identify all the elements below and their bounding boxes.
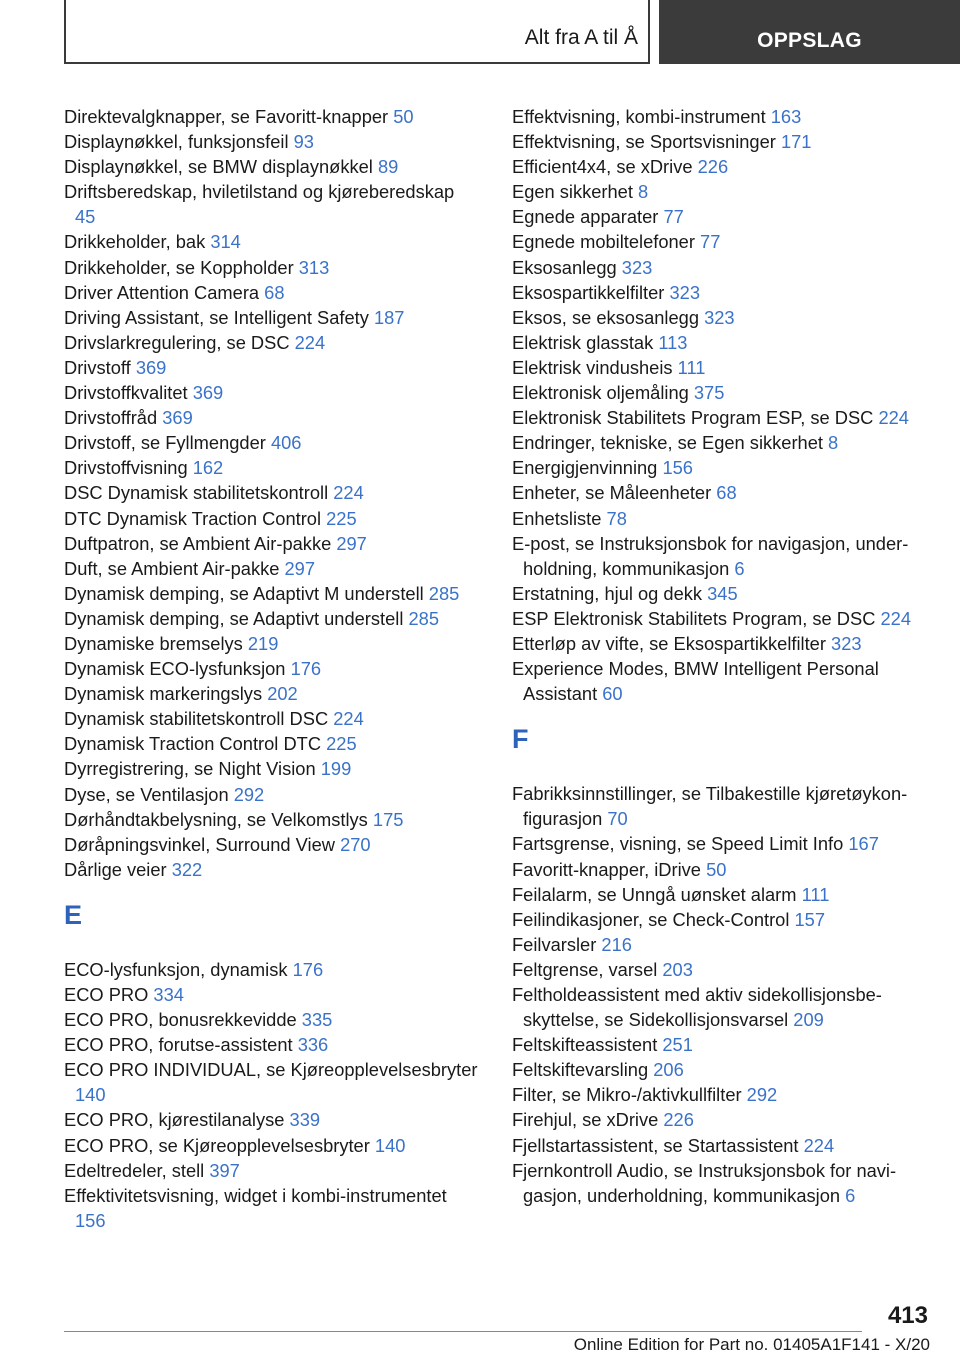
index-entry-term: Eksospartikkelfilter — [512, 281, 665, 303]
index-entry — [64, 807, 479, 832]
index-entry — [64, 405, 479, 430]
index-entry — [512, 1158, 932, 1208]
index-entry-page-link[interactable]: 219 — [247, 632, 279, 654]
index-entry-term: Feilalarm, se Unngå uønsket alarm — [512, 883, 797, 905]
index-entry-page-link[interactable]: 68 — [716, 482, 737, 504]
index-letter-heading: F — [512, 724, 529, 755]
index-entry-page-link[interactable]: 171 — [780, 131, 812, 153]
index-entry-term: Dynamisk markeringslys — [64, 683, 263, 705]
index-entry-page-link[interactable]: 113 — [658, 331, 688, 353]
index-entry-term: Displaynøkkel, funksjonsfeil — [64, 131, 289, 153]
section-tab: OPPSLAG — [659, 0, 960, 64]
index-entry-term: Drivstoffkvalitet — [64, 382, 188, 404]
index-entry-term: Edeltredeler, stell — [64, 1159, 205, 1181]
index-entry-term: Drikkeholder, se Koppholder — [64, 256, 294, 278]
index-entry-term: Favoritt-knapper, iDrive — [512, 858, 701, 880]
index-entry — [64, 506, 479, 531]
index-entry-term: Elektronisk oljemåling — [512, 382, 689, 404]
index-entry — [64, 229, 479, 254]
index-entry — [64, 731, 479, 756]
index-entry-page-link[interactable]: 60 — [602, 683, 623, 705]
index-entry — [64, 581, 479, 606]
index-entry-term: E-post, se Instruksjonsbok for navigasjon, underholdning, kommunikasjon — [512, 532, 909, 579]
index-entry — [64, 1032, 479, 1057]
index-entry-term: Direktevalgknapper, se Favoritt-knapper — [64, 106, 389, 127]
index-entry-term: Energigjenvinning — [512, 457, 658, 479]
index-entry — [64, 606, 479, 631]
index-entry — [64, 556, 479, 581]
index-entry-page-link[interactable]: 292 — [746, 1084, 778, 1106]
index-entry-term: Feilvarsler — [512, 933, 597, 955]
index-entry-page-link[interactable]: 70 — [607, 808, 628, 830]
index-entry-page-link[interactable]: 224 — [878, 407, 909, 429]
index-entry-term: DTC Dynamisk Traction Control — [64, 507, 322, 529]
index-entry-page-link[interactable]: 369 — [135, 356, 167, 378]
index-entry-page-link[interactable]: 111 — [801, 883, 830, 905]
index-entry — [64, 756, 479, 781]
index-entry — [64, 1057, 479, 1107]
index-entry — [512, 154, 932, 179]
index-entry-term: Etterløp av vifte, se Eksospartikkelfilter — [512, 632, 826, 654]
index-entry — [64, 380, 479, 405]
index-entry — [512, 581, 932, 606]
index-entry-page-link[interactable]: 156 — [75, 1209, 106, 1231]
index-entry-page-link[interactable]: 8 — [638, 181, 649, 203]
index-entry — [512, 480, 932, 505]
index-entry-page-link[interactable]: 224 — [803, 1134, 835, 1156]
index-entry — [64, 129, 479, 154]
index-entry-page-link[interactable]: 323 — [669, 281, 701, 303]
index-entry-term: Dynamisk stabilitetskontroll DSC — [64, 708, 329, 730]
index-entry — [64, 782, 479, 807]
index-entry-term: Enhetsliste — [512, 507, 602, 529]
index-entry-term: Duftpatron, se Ambient Air-pakke — [64, 532, 332, 554]
index-entry — [64, 430, 479, 455]
index-entry-term: Eksosanlegg — [512, 256, 617, 278]
index-entry — [512, 455, 932, 480]
index-entry-term: Dyse, se Ventilasjon — [64, 783, 229, 805]
index-entry — [512, 129, 932, 154]
index-entry — [64, 857, 479, 882]
index-entry — [512, 656, 932, 706]
index-entry — [512, 882, 932, 907]
index-entry-page-link[interactable]: 78 — [606, 507, 627, 529]
page-number: 413 — [887, 1302, 928, 1329]
index-entry-term: Dynamisk demping, se Adaptivt M understell — [64, 582, 424, 604]
index-entry-page-link[interactable]: 224 — [294, 331, 326, 353]
index-entry-page-link[interactable]: 369 — [192, 382, 224, 404]
index-entry-page-link[interactable]: 225 — [326, 733, 357, 755]
index-entry-page-link[interactable]: 157 — [794, 908, 825, 930]
index-entry-term: ECO PRO INDIVIDUAL, se Kjøreopplevelsesbryter — [64, 1059, 478, 1081]
index-entry-page-link[interactable]: 323 — [831, 632, 862, 654]
index-entry-term: Drivslarkregulering, se DSC — [64, 331, 290, 353]
index-entry-term: Fjernkontroll Audio, se Instruksjonsbok for navigasjon, underholdning, kommunikasjon — [512, 1159, 897, 1206]
index-entry — [512, 179, 932, 204]
index-entry-page-link[interactable]: 156 — [662, 457, 693, 479]
index-entry — [512, 380, 932, 405]
index-entry — [64, 957, 479, 982]
index-entry — [64, 1007, 479, 1032]
index-entry — [64, 330, 479, 355]
index-entry-page-link[interactable]: 323 — [704, 306, 735, 328]
index-entry-term: Feltskiftevarsling — [512, 1059, 649, 1081]
index-entry-term: Dynamisk ECO-lysfunksjon — [64, 658, 286, 680]
index-entry-page-link[interactable]: 89 — [377, 156, 399, 178]
index-entry — [512, 1133, 932, 1158]
index-entry-page-link[interactable]: 226 — [663, 1109, 694, 1131]
index-entry-page-link[interactable]: 203 — [662, 958, 693, 980]
index-entry-term: Eksos, se eksosanlegg — [512, 306, 699, 328]
index-entry — [64, 355, 479, 380]
index-entry-term: ECO-lysfunksjon, dynamisk — [64, 958, 288, 980]
index-entry — [512, 957, 932, 982]
index-entry — [512, 1032, 932, 1057]
index-entry-page-link[interactable]: 224 — [880, 607, 912, 629]
index-entry-term: ECO PRO, kjørestilanalyse — [64, 1109, 285, 1131]
index-entry-page-link[interactable]: 176 — [292, 958, 324, 980]
index-entry-term: Dyrregistrering, se Night Vision — [64, 758, 316, 780]
index-entry — [512, 430, 932, 455]
index-entry-term: DSC Dynamisk stabilitetskontroll — [64, 482, 329, 504]
index-entry-term: Duft, se Ambient Air-pakke — [64, 557, 280, 579]
index-entry — [64, 154, 479, 179]
index-entry — [512, 1082, 932, 1107]
index-entry-term: Dørhåndtakbelysning, se Velkomstlys — [64, 808, 368, 830]
index-entry-term: ECO PRO, forutse-assistent — [64, 1034, 293, 1056]
index-entry-term: Drikkeholder, bak — [64, 231, 206, 253]
index-entry — [512, 255, 932, 280]
index-entry — [64, 1107, 479, 1132]
index-entry-page-link[interactable]: 292 — [233, 783, 265, 805]
index-entry-page-link[interactable]: 225 — [326, 507, 357, 529]
index-entry — [512, 506, 932, 531]
index-entry-page-link[interactable]: 199 — [320, 758, 352, 780]
index-entry-page-link[interactable]: 334 — [153, 984, 184, 1005]
index-entry-term: Feltgrense, varsel — [512, 958, 658, 980]
index-entry-term: Efficient4x4, se xDrive — [512, 156, 693, 178]
index-entry — [64, 179, 479, 229]
index-entry-page-link[interactable]: 251 — [662, 1034, 693, 1056]
index-column-left — [64, 104, 479, 1233]
index-entry-page-link[interactable]: 6 — [845, 1184, 856, 1206]
index-entry — [64, 631, 479, 656]
index-entry-term: Effektvisning, kombi-instrument — [512, 106, 766, 127]
index-entry-page-link[interactable]: 202 — [267, 683, 298, 705]
index-entry-term: Egen sikkerhet — [512, 181, 633, 203]
index-entry-page-link[interactable]: 336 — [297, 1034, 329, 1056]
index-entry — [64, 982, 479, 1007]
index-entry — [512, 932, 932, 957]
index-entry-page-link[interactable]: 176 — [290, 658, 322, 680]
index-entry-term: ECO PRO, bonusrekkevidde — [64, 1009, 297, 1031]
index-entry-term: Fjellstartassistent, se Startassistent — [512, 1134, 799, 1156]
index-entry — [512, 1107, 932, 1132]
index-entry-term: ECO PRO — [64, 984, 149, 1005]
index-entry-page-link[interactable]: 140 — [75, 1084, 106, 1106]
footer-divider — [64, 1331, 862, 1332]
index-entry-page-link[interactable]: 224 — [333, 708, 364, 730]
index-entry-term: ECO PRO, se Kjøreopplevelsesbryter — [64, 1134, 370, 1156]
index-entry-term: Feltholdeassistent med aktiv sidekollisjonsbeskyttelse, se Sidekollisjonsvarsel — [512, 984, 882, 1031]
index-letter-heading: E — [64, 899, 83, 930]
index-entry-term: Feilindikasjoner, se Check-Control — [512, 908, 790, 930]
index-entry-page-link[interactable]: 369 — [162, 407, 193, 429]
index-entry-term: Fabrikksinnstillinger, se Tilbakestille kjøretøykonfigurasjon — [512, 783, 908, 830]
section-title: Alt fra A til Å — [524, 26, 638, 49]
index-entry-page-link[interactable]: 345 — [707, 582, 738, 604]
index-entry-page-link[interactable]: 77 — [700, 231, 721, 253]
index-entry — [512, 405, 932, 430]
index-entry-page-link[interactable]: 167 — [848, 833, 879, 855]
index-entry-term: Driftsberedskap, hviletilstand og kjøreberedskap — [64, 181, 455, 203]
index-entry-page-link[interactable]: 339 — [289, 1109, 321, 1131]
index-entry-page-link[interactable]: 314 — [210, 231, 241, 253]
index-entry-page-link[interactable]: 297 — [336, 532, 367, 554]
index-entry — [512, 1057, 932, 1082]
edition-note: Online Edition for Part no. 01405A1F141 - X/20 — [573, 1335, 930, 1354]
index-entry-term: Experience Modes, BMW Intelligent Personal Assistant — [512, 658, 879, 705]
index-entry-page-link[interactable]: 175 — [372, 808, 404, 830]
index-entry-term: Døråpningsvinkel, Surround View — [64, 833, 335, 855]
index-entry-page-link[interactable]: 206 — [653, 1059, 684, 1081]
index-entry-term: Elektrisk glasstak — [512, 331, 654, 353]
index-entry — [64, 455, 479, 480]
index-entry — [64, 1183, 479, 1233]
index-entry — [64, 832, 479, 857]
index-entry — [64, 1133, 479, 1158]
index-entry-term: Feltskifteassistent — [512, 1034, 658, 1056]
index-entry — [64, 1158, 479, 1183]
index-entry — [512, 355, 932, 380]
index-entry-page-link[interactable]: 111 — [677, 356, 706, 378]
index-entry-page-link[interactable]: 162 — [192, 457, 224, 479]
index-column-right — [512, 104, 932, 1208]
index-entry-page-link[interactable]: 397 — [209, 1159, 240, 1181]
index-entry-term: Drivstoffråd — [64, 407, 158, 429]
index-entry-page-link[interactable]: 285 — [408, 607, 439, 629]
index-entry-term: Driver Attention Camera — [64, 281, 260, 303]
index-entry-term: Elektrisk vindusheis — [512, 356, 673, 378]
index-entry-page-link[interactable]: 406 — [270, 432, 302, 454]
index-entry — [64, 280, 479, 305]
index-entry-term: Filter, se Mikro-/aktivkullfilter — [512, 1084, 742, 1106]
index-entry — [512, 857, 932, 882]
index-entry-term: Dynamisk Traction Control DTC — [64, 733, 322, 755]
index-entry-page-link[interactable]: 50 — [706, 858, 727, 880]
index-entry-term: Firehjul, se xDrive — [512, 1109, 659, 1131]
index-entry-term: Egnede mobiltelefoner — [512, 231, 695, 253]
index-entry — [512, 204, 932, 229]
index-entry-page-link[interactable]: 93 — [293, 131, 314, 153]
index-entry-page-link[interactable]: 323 — [621, 256, 653, 278]
index-entry — [64, 681, 479, 706]
index-entry-term: Enheter, se Måleenheter — [512, 482, 712, 504]
index-entry-term: Dynamiske bremselys — [64, 632, 243, 654]
index-entry-term: Drivstoff, se Fyllmengder — [64, 432, 266, 454]
index-entry-page-link[interactable]: 313 — [298, 256, 330, 278]
index-entry-page-link[interactable]: 77 — [663, 206, 684, 228]
index-entry-page-link[interactable]: 322 — [171, 858, 203, 880]
index-entry-term: Dårlige veier — [64, 858, 167, 880]
index-entry-page-link[interactable]: 297 — [284, 557, 316, 579]
index-entry — [64, 305, 479, 330]
index-entry-page-link[interactable]: 224 — [333, 482, 364, 504]
index-entry — [512, 305, 932, 330]
index-entry-page-link[interactable]: 68 — [264, 281, 285, 303]
index-entry — [512, 280, 932, 305]
index-entry — [512, 330, 932, 355]
index-entry-term: Egnede apparater — [512, 206, 659, 228]
index-entry-page-link[interactable]: 270 — [340, 833, 371, 855]
index-entry — [512, 781, 932, 831]
index-entry-page-link[interactable]: 216 — [601, 933, 632, 955]
index-entry-term: ESP Elektronisk Stabilitets Program, se DSC — [512, 607, 876, 629]
index-entry-page-link[interactable]: 140 — [374, 1134, 406, 1156]
index-entry — [512, 229, 932, 254]
index-entry — [512, 606, 932, 631]
index-entry-term: Dynamisk demping, se Adaptivt understell — [64, 607, 404, 629]
index-entry-page-link[interactable]: 45 — [75, 206, 96, 228]
index-entry — [512, 982, 932, 1032]
index-entry — [64, 480, 479, 505]
index-entry — [64, 255, 479, 280]
index-entry — [64, 656, 479, 681]
index-entry-term: Elektronisk Stabilitets Program ESP, se DSC — [512, 407, 874, 429]
index-entry — [64, 706, 479, 731]
index-entry-term: Erstatning, hjul og dekk — [512, 582, 703, 604]
index-entry-term: Driving Assistant, se Intelligent Safety — [64, 306, 369, 328]
index-entry-page-link[interactable]: 187 — [373, 306, 405, 328]
index-entry-term: Drivstoff — [64, 356, 131, 378]
index-entry-page-link[interactable]: 335 — [301, 1009, 333, 1031]
index-entry-term: Effektvisning, se Sportsvisninger — [512, 131, 776, 153]
index-entry — [512, 631, 932, 656]
index-entry-page-link[interactable]: 6 — [734, 557, 745, 579]
index-entry-term: Displaynøkkel, se BMW displaynøkkel — [64, 156, 373, 178]
index-entry — [512, 104, 932, 129]
index-entry-page-link[interactable]: 8 — [828, 432, 839, 454]
index-entry-page-link[interactable]: 50 — [393, 106, 414, 127]
index-entry-page-link[interactable]: 226 — [697, 156, 729, 178]
index-entry — [64, 104, 479, 129]
index-entry-page-link[interactable]: 375 — [693, 382, 725, 404]
index-entry — [512, 907, 932, 932]
index-entry — [64, 531, 479, 556]
index-entry-term: Endringer, tekniske, se Egen sikkerhet — [512, 432, 823, 454]
index-entry-page-link[interactable]: 209 — [793, 1009, 824, 1031]
index-entry-term: Effektivitetsvisning, widget i kombi-instrumentet — [64, 1184, 447, 1206]
index-entry-term: Fartsgrense, visning, se Speed Limit Info — [512, 833, 844, 855]
index-entry — [512, 531, 932, 581]
index-entry-page-link[interactable]: 285 — [428, 582, 460, 604]
index-entry-term: Drivstoffvisning — [64, 457, 188, 479]
index-entry — [512, 831, 932, 856]
index-entry-page-link[interactable]: 163 — [770, 106, 802, 127]
